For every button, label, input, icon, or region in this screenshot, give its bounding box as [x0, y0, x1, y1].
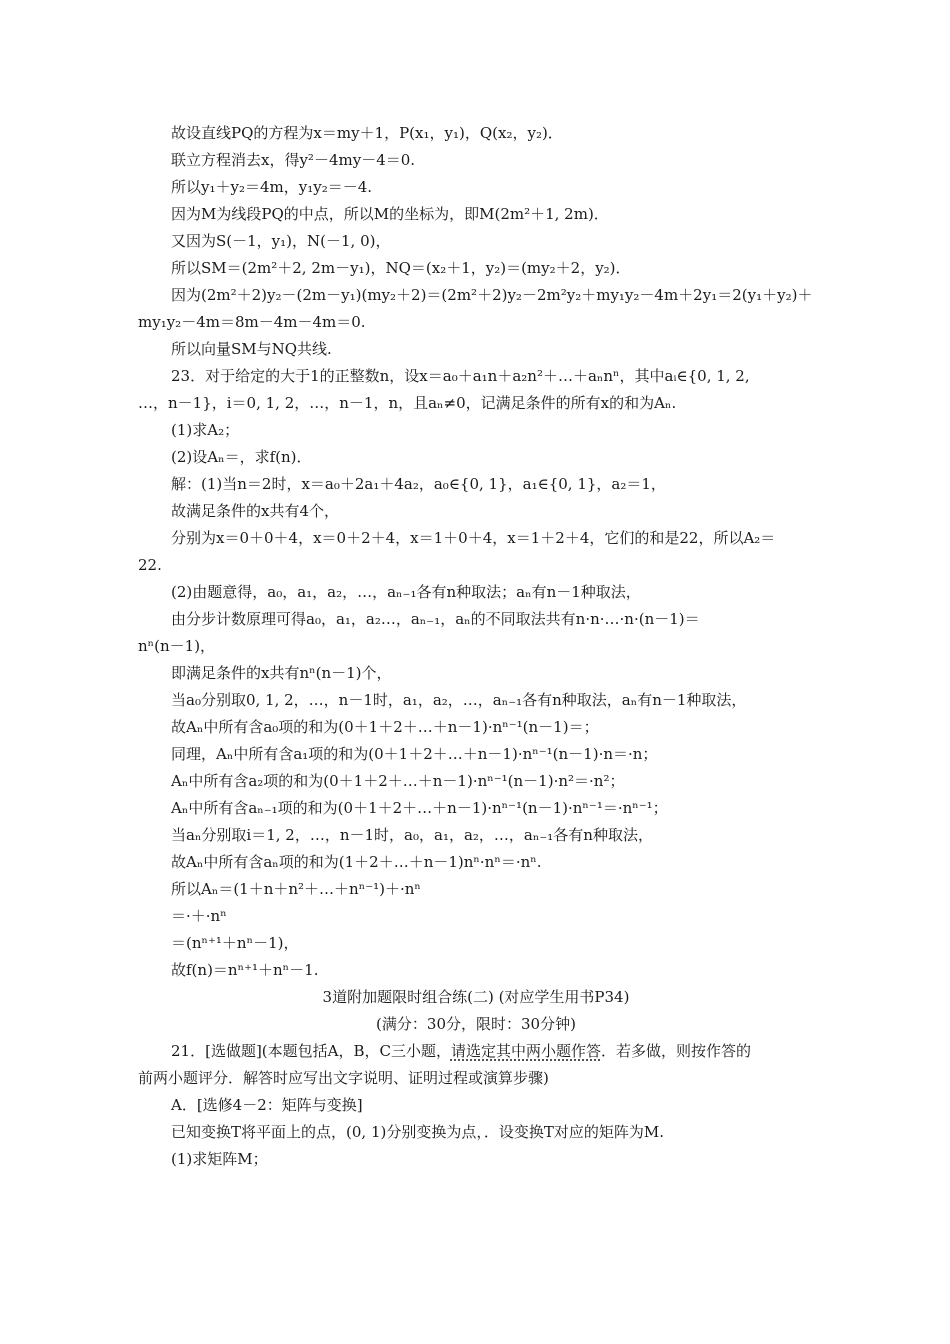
emphasized-text: 请选定其中两小题作答 [450, 1042, 601, 1060]
text-line: 当aₙ分别取i＝1, 2，…，n－1时，a₀，a₁，a₂，…，aₙ₋₁各有n种取法， [171, 826, 653, 844]
text-line: …，n－1}，i＝0, 1, 2，…，n－1，n，且aₙ≠0，记满足条件的所有x的和为Aₙ. [138, 394, 677, 412]
text-line: 前两小题评分．解答时应写出文字说明、证明过程或演算步骤) [138, 1069, 549, 1087]
text-line: A．[选修4－2：矩阵与变换] [171, 1096, 363, 1114]
text-line: 故设直线PQ的方程为x＝my＋1，P(x₁，y₁)，Q(x₂，y₂)． [171, 124, 563, 142]
text-line: 即满足条件的x共有nⁿ(n－1)个， [171, 664, 392, 682]
text-line: Aₙ中所有含aₙ₋₁项的和为(0＋1＋2＋…＋n－1)·nⁿ⁻¹(n－1)·nⁿ⁻¹＝·nⁿ⁻¹； [171, 799, 668, 817]
text-line: 由分步计数原理可得a₀，a₁，a₂…，aₙ₋₁，aₙ的不同取法共有n·n·…·n·(n－1)＝ [171, 610, 700, 628]
text-line: my₁y₂－4m＝8m－4m－4m＝0. [138, 313, 366, 331]
text-line: 同理，Aₙ中所有含a₁项的和为(0＋1＋2＋…＋n－1)·nⁿ⁻¹(n－1)·n＝·n； [171, 745, 658, 763]
text-line: 故Aₙ中所有含a₀项的和为(0＋1＋2＋…＋n－1)·nⁿ⁻¹(n－1)＝； [171, 718, 599, 736]
text-line: (2)设Aₙ＝，求f(n)． [171, 448, 312, 466]
document-body [138, 120, 814, 1173]
text-line: (1)求矩阵M； [171, 1150, 268, 1168]
text-line: ＝(nⁿ⁺¹＋nⁿ－1)， [171, 934, 299, 952]
text-line: 又因为S(－1，y₁)，N(－1, 0)， [171, 232, 391, 250]
section-subtitle: (满分：30分，限时：30分钟) [376, 1015, 576, 1033]
text-line: 所以SM＝(2m²＋2, 2m－y₁)，NQ＝(x₂＋1，y₂)＝(my₂＋2，y₂)． [171, 259, 631, 277]
text-line: ＝·＋·nⁿ [171, 907, 227, 925]
text-line: (1)求A₂； [171, 421, 240, 439]
text-line: 联立方程消去x，得y²－4my－4＝0. [171, 151, 416, 169]
text-segment: ．若多做，则按作答的 [601, 1042, 752, 1060]
text-line: 所以y₁＋y₂＝4m，y₁y₂＝－4. [171, 178, 373, 196]
problem-23-statement: 23．对于给定的大于1的正整数n，设x＝a₀＋a₁n＋a₂n²＋…＋aₙnⁿ，其中aᵢ∈{0, 1, 2, [171, 367, 750, 385]
text-line: 解：(1)当n＝2时，x＝a₀＋2a₁＋4a₂，a₀∈{0, 1}，a₁∈{0, 1}，a₂＝1， [171, 475, 666, 493]
text-line: 所以向量SM与NQ共线. [171, 340, 332, 358]
text-line: 22. [138, 556, 162, 574]
text-line: 分别为x＝0＋0＋4，x＝0＋2＋4，x＝1＋0＋4，x＝1＋2＋4，它们的和是22，所以A₂＝ [171, 529, 776, 547]
section-title: 3道附加题限时组合练(二) (对应学生用书P34) [322, 988, 630, 1006]
text-line: 已知变换T将平面上的点，(0, 1)分别变换为点，．设变换T对应的矩阵为M. [171, 1123, 664, 1141]
text-line: 故满足条件的x共有4个， [171, 502, 340, 520]
text-line: (2)由题意得，a₀，a₁，a₂，…，aₙ₋₁各有n种取法；aₙ有n－1种取法， [171, 583, 641, 601]
text-line: 因为(2m²＋2)y₂－(2m－y₁)(my₂＋2)＝(2m²＋2)y₂－2m²y₂＋my₁y₂－4m＋2y₁＝2(y₁＋y₂)＋ [171, 286, 813, 304]
text-segment: 21．[选做题](本题包括A，B，C三小题， [171, 1042, 451, 1060]
problem-21-statement [138, 1038, 814, 1065]
text-line: 当a₀分别取0, 1, 2，…，n－1时，a₁，a₂，…，aₙ₋₁各有n种取法，aₙ有n－1种取法， [171, 691, 747, 709]
text-line: nⁿ(n－1)， [138, 637, 216, 655]
text-line: 因为M为线段PQ的中点，所以M的坐标为，即M(2m²＋1, 2m)． [171, 205, 609, 223]
text-line: 故Aₙ中所有含aₙ项的和为(1＋2＋…＋n－1)nⁿ·nⁿ＝·nⁿ. [171, 853, 542, 871]
text-line: 所以Aₙ＝(1＋n＋n²＋…＋nⁿ⁻¹)＋·nⁿ [171, 880, 421, 898]
text-line: Aₙ中所有含a₂项的和为(0＋1＋2＋…＋n－1)·nⁿ⁻¹(n－1)·n²＝·n²； [171, 772, 625, 790]
text-line: 故f(n)＝nⁿ⁺¹＋nⁿ－1. [171, 961, 319, 979]
